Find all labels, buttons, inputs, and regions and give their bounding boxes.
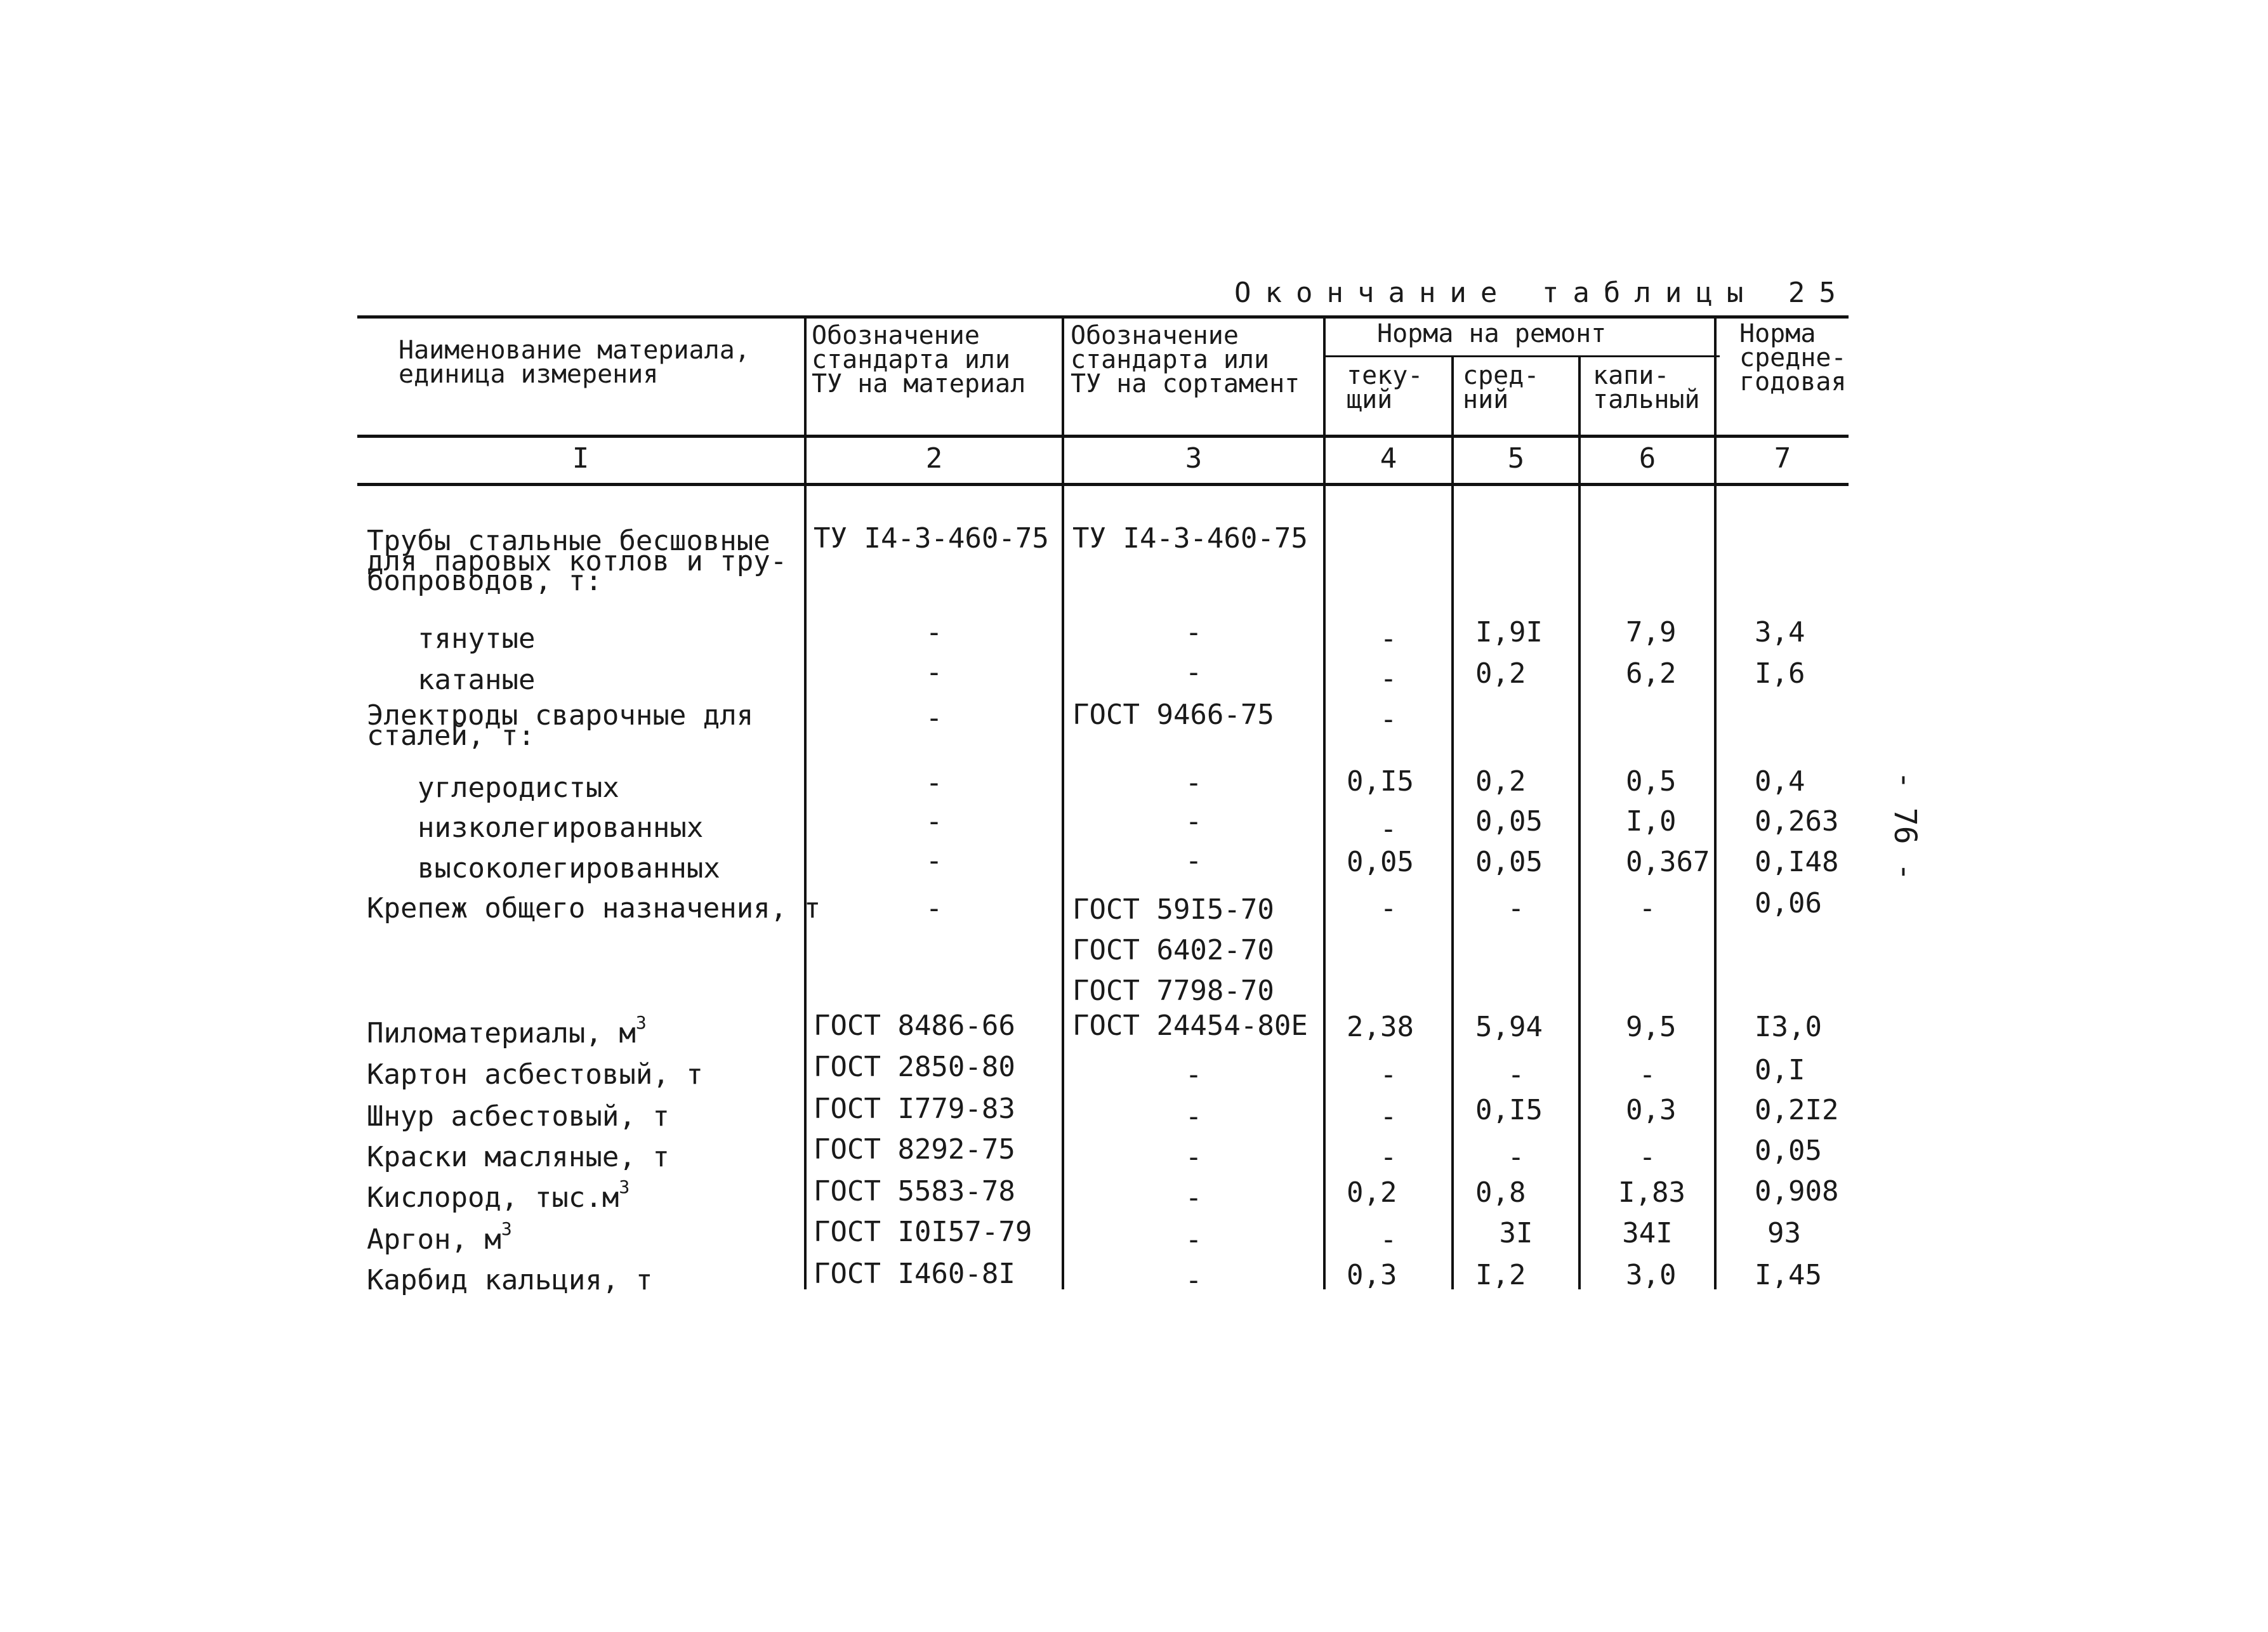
row-name: тянутые <box>418 622 536 655</box>
row-capital: 0,367 <box>1626 846 1710 878</box>
row-name: Краски масляные, т <box>367 1141 669 1173</box>
row-annual: I,6 <box>1755 657 1805 690</box>
row-name: Пиломатериалы, $м^3$ <box>367 1012 647 1050</box>
header-current: теку- щий <box>1347 361 1423 414</box>
col-number-7: 7 <box>1774 442 1791 475</box>
row-capital: 0,5 <box>1626 765 1677 798</box>
row-material-standard: - <box>925 892 943 925</box>
row-capital: I,0 <box>1626 805 1677 838</box>
col-number-5: 5 <box>1507 442 1525 475</box>
header-annual: Норма средне- годовая <box>1739 319 1847 397</box>
row-annual: I3,0 <box>1755 1011 1822 1043</box>
top-rule <box>357 315 1849 319</box>
header-material-standard: Обозначение стандарта или ТУ на материал <box>812 321 1026 398</box>
col-number-4: 4 <box>1380 442 1397 475</box>
row-name: Крепеж общего назначения, т <box>367 892 821 925</box>
row-current: - <box>1380 622 1397 655</box>
row-material-standard: ГОСТ I779-83 <box>814 1093 1015 1125</box>
row-name: углеродистых <box>418 772 619 804</box>
row-medium: - <box>1507 1141 1525 1173</box>
row-current: - <box>1380 813 1397 845</box>
row-current: 0,2 <box>1347 1176 1397 1209</box>
row-annual: 0,908 <box>1755 1175 1839 1208</box>
row-assortment-standard: - <box>1185 805 1203 838</box>
row-current: - <box>1380 1223 1397 1256</box>
row-material-standard: - <box>925 702 943 734</box>
row-assortment-standard: - <box>1185 1141 1203 1173</box>
row-material-standard: ТУ I4-3-460-75 <box>814 522 1049 555</box>
row-medium: - <box>1507 1058 1525 1091</box>
row-current: 0,3 <box>1347 1259 1397 1291</box>
row-name: Аргон, $м^3$ <box>367 1218 512 1256</box>
row-capital: - <box>1638 892 1656 925</box>
row-material-standard: - <box>925 767 943 799</box>
row-medium: 0,2 <box>1475 765 1526 798</box>
row-material-standard: - <box>925 616 943 648</box>
row-current: 2,38 <box>1347 1011 1414 1043</box>
row-medium: I,2 <box>1475 1259 1526 1291</box>
header-material-name: Наименование материала, единица измерения <box>399 336 750 389</box>
row-annual: 0,4 <box>1755 765 1805 798</box>
row-medium: 0,05 <box>1475 846 1543 878</box>
row-capital: 9,5 <box>1626 1011 1677 1043</box>
page-number: - 76 - <box>1887 771 1923 881</box>
row-assortment-standard: - <box>1185 767 1203 799</box>
row-name: Шнур асбестовый, т <box>367 1100 669 1133</box>
row-medium: 0,05 <box>1475 805 1543 838</box>
header-capital: капи- тальный <box>1593 361 1700 414</box>
row-assortment-standard: - <box>1185 1264 1203 1296</box>
row-capital: 3,0 <box>1626 1259 1677 1291</box>
row-name: Карбид кальция, т <box>367 1264 653 1296</box>
row-material-standard: ГОСТ 5583-78 <box>814 1175 1015 1208</box>
row-material-standard: ГОСТ 8292-75 <box>814 1133 1015 1166</box>
row-capital: - <box>1638 1141 1656 1173</box>
numbers-rule <box>357 483 1849 486</box>
row-capital: 34I <box>1622 1217 1673 1249</box>
row-assortment-standard: - <box>1185 1100 1203 1133</box>
row-material-standard: - <box>925 656 943 688</box>
row-capital: - <box>1638 1058 1656 1091</box>
row-material-standard: ГОСТ 8486-66 <box>814 1010 1015 1042</box>
row-capital: 7,9 <box>1626 616 1677 648</box>
group-rule <box>1323 355 1720 357</box>
row-name: низколегированных <box>418 812 704 844</box>
col-number-3: 3 <box>1185 442 1203 475</box>
row-capital: 0,3 <box>1626 1094 1677 1126</box>
row-annual: 0,263 <box>1755 805 1839 838</box>
header-repair-norm: Норма на ремонт <box>1377 319 1607 348</box>
row-medium: I,9I <box>1475 616 1543 648</box>
row-material-standard: - <box>925 805 943 838</box>
row-assortment-standard: ГОСТ 59I5-70 ГОСТ 6402-70 ГОСТ 7798-70 <box>1072 893 1274 1007</box>
row-medium: 0,8 <box>1475 1176 1526 1209</box>
row-name: Кислород, $тыс.м^3$ <box>367 1176 630 1214</box>
row-current: - <box>1380 1058 1397 1091</box>
row-material-standard: ГОСТ I0I57-79 <box>814 1216 1032 1248</box>
row-assortment-standard: - <box>1185 845 1203 877</box>
row-medium: 0,2 <box>1475 657 1526 690</box>
row-capital: I,83 <box>1618 1176 1685 1209</box>
header-rule <box>357 435 1849 438</box>
row-annual: 0,2I2 <box>1755 1094 1839 1126</box>
row-annual: 0,06 <box>1755 887 1822 919</box>
row-medium: 3I <box>1499 1217 1533 1249</box>
row-material-standard: ГОСТ 2850-80 <box>814 1051 1015 1083</box>
row-annual: 0,I <box>1755 1054 1805 1086</box>
row-medium: 5,94 <box>1475 1011 1543 1043</box>
row-current: 0,I5 <box>1347 765 1414 798</box>
row-annual: 0,05 <box>1755 1135 1822 1167</box>
row-current: - <box>1380 703 1397 735</box>
row-annual: 93 <box>1767 1217 1801 1249</box>
row-assortment-standard: - <box>1185 1223 1203 1256</box>
row-assortment-standard: - <box>1185 1058 1203 1091</box>
row-current: 0,05 <box>1347 846 1414 878</box>
row-assortment-standard: ТУ I4-3-460-75 <box>1072 522 1308 555</box>
row-medium: - <box>1507 892 1525 925</box>
row-assortment-standard: ГОСТ 24454-80Е <box>1072 1010 1308 1042</box>
row-current: - <box>1380 1100 1397 1133</box>
header-medium: сред- ний <box>1463 361 1539 414</box>
row-assortment-standard: - <box>1185 1181 1203 1214</box>
row-medium: 0,I5 <box>1475 1094 1543 1126</box>
row-material-standard: - <box>925 845 943 877</box>
header-assortment-standard: Обозначение стандарта или ТУ на сортамент <box>1071 321 1300 398</box>
col-number-1: I <box>572 442 590 475</box>
row-annual: I,45 <box>1755 1259 1822 1291</box>
row-annual: 3,4 <box>1755 616 1805 648</box>
row-assortment-standard: - <box>1185 656 1203 688</box>
row-assortment-standard: ГОСТ 9466-75 <box>1072 699 1274 731</box>
table-caption: Окончание таблицы 25 <box>1234 277 1850 309</box>
row-annual: 0,I48 <box>1755 846 1839 878</box>
row-name: Трубы стальные бесшовные для паровых котлов и тру- бопроводов, т: <box>367 525 788 598</box>
row-current: - <box>1380 662 1397 695</box>
row-capital: 6,2 <box>1626 657 1677 690</box>
row-name: Картон асбестовый, т <box>367 1058 703 1091</box>
row-material-standard: ГОСТ I460-8I <box>814 1258 1015 1290</box>
row-current: - <box>1380 1141 1397 1173</box>
row-assortment-standard: - <box>1185 616 1203 648</box>
col-number-6: 6 <box>1638 442 1656 475</box>
row-name: высоколегированных <box>418 852 720 885</box>
row-name: катаные <box>418 664 536 696</box>
col-number-2: 2 <box>925 442 943 475</box>
row-name: Электроды сварочные для сталей, т: <box>367 699 754 752</box>
row-current: - <box>1380 892 1397 925</box>
